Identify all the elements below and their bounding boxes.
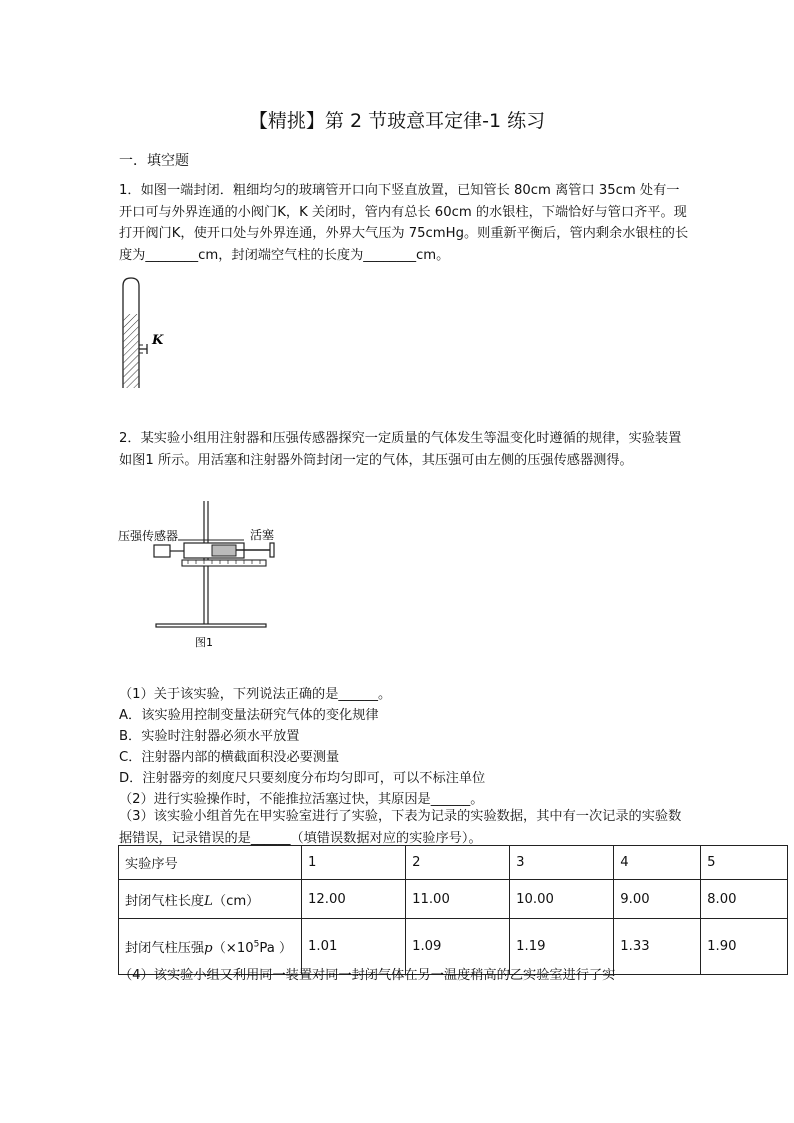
table-row-header: 实验序号 [119,846,302,880]
option-c: C．注射器内部的横截面积没必要测量 [119,750,340,765]
table-cell: 1 [302,846,406,880]
table-cell: 12.00 [302,880,406,919]
ruler [182,560,266,566]
sub-question-1: （1）关于该实验，下列说法正确的是______。 [119,687,392,702]
table-row [119,846,788,880]
table-cell: 5 [701,846,788,880]
pressure-sensor-box [154,545,170,557]
sub-question-2: （2）进行实验操作时，不能推拉活塞过快，其原因是______。 [119,792,484,807]
table-cell: 1.90 [701,919,788,975]
option-d: D．注射器旁的刻度尺只要刻度分布均匀即可，可以不标注单位 [119,771,486,786]
question-1-text: 1．如图一端封闭．粗细均匀的玻璃管开口向下竖直放置，已知管长 80cm 离管口 35cm 处有一开口可与外界连通的小阀门K，K 关闭时，管内有总长 60cm 的水银柱，下端恰好与管口齐平。现打开阀门K，使开口处与外界连通，外界大气压为 75cmHg。则重新平衡后，管内剩余水银柱的长度为________cm，封闭端空气柱的长度为________cm。 [119,183,689,263]
table-cell: 1.09 [406,919,510,975]
table-cell: 1.19 [510,919,614,975]
sub-question-3: （3）该实验小组首先在甲实验室进行了实验，下表为记录的实验数据，其中有一次记录的实验数据错误，记录错误的是______（填错误数据对应的实验序号）。 [119,809,682,846]
option-b: B．实验时注射器必须水平放置 [119,729,300,744]
stand-base [156,624,266,627]
sub-question-4: （4）该实验小组又利用同一装置对同一封闭气体在另一温度稍高的乙实验室进行了实 [119,968,616,983]
section-heading: 一．填空题 [119,153,189,169]
mercury-column [124,314,139,388]
table-cell: 2 [406,846,510,880]
syringe-apparatus-figure [116,496,291,651]
table-cell: 1.33 [614,919,701,975]
table-cell: 4 [614,846,701,880]
table-row [119,880,788,919]
option-a: A．该实验用控制变量法研究气体的变化规律 [119,708,379,723]
table-cell: 9.00 [614,880,701,919]
table-cell: 8.00 [701,880,788,919]
table-cell: 3 [510,846,614,880]
figure-1-caption: 图1 [195,636,213,649]
page-title: 【精挑】第 2 节玻意耳定律-1 练习 [248,110,546,132]
pressure-sensor-label: 压强传感器 [118,529,179,543]
data-table [118,845,788,975]
table-row-header: 封闭气柱长度L（cm） [119,880,302,919]
table-cell: 1.01 [302,919,406,975]
valve-label: K [152,333,164,348]
table-row-header: 封闭气柱压强$p(\times 10^5Pa$ ） [119,919,302,975]
question-2-text: 2．某实验小组用注射器和压强传感器探究一定质量的气体发生等温变化时遵循的规律，实验装置如图1 所示。用活塞和注射器外筒封闭一定的气体，其压强可由左侧的压强传感器测得。 [119,431,682,468]
table-cell: 10.00 [510,880,614,919]
piston-label: 活塞 [250,528,275,542]
tube-figure [115,272,175,392]
table-cell: 11.00 [406,880,510,919]
piston [212,545,236,556]
